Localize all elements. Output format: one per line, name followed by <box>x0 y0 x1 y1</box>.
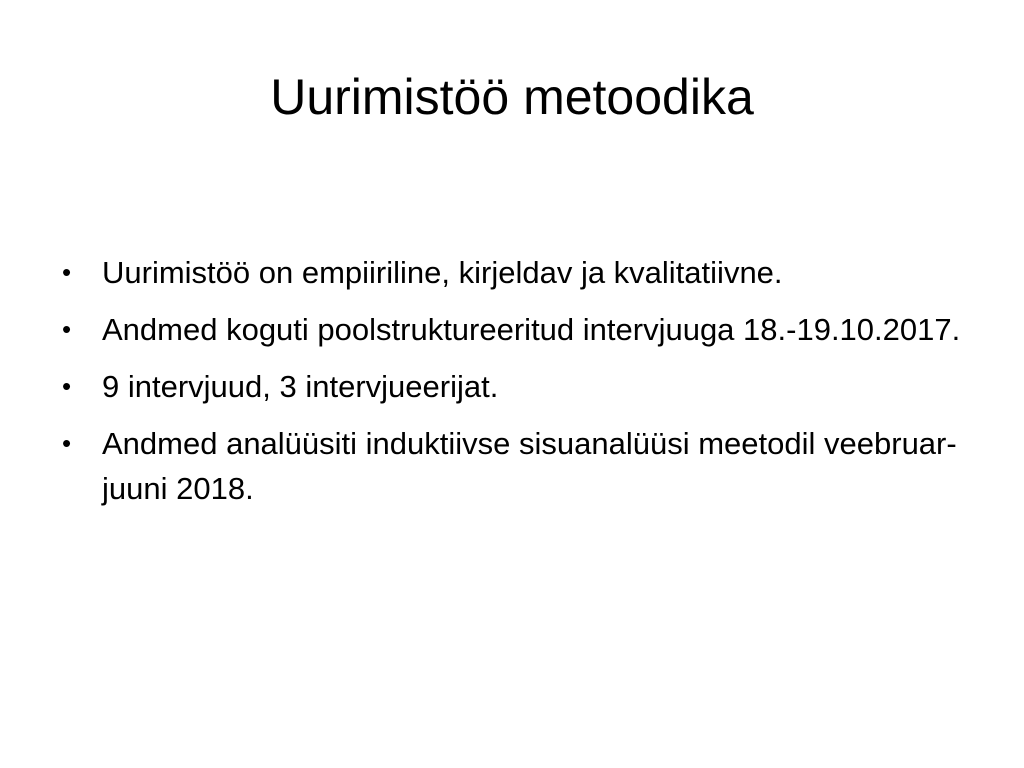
bullet-item <box>62 364 962 409</box>
bullet-text: 9 intervjuud, 3 intervjueerijat. <box>102 369 499 404</box>
bullet-text: Uurimistöö on empiiriline, kirjeldav ja kvalitatiivne. <box>102 255 783 290</box>
bullet-icon: • <box>62 371 72 401</box>
bullet-text: Andmed koguti poolstruktureeritud intervjuuga 18.-19.10.2017. <box>102 312 961 347</box>
bullet-item <box>62 421 962 511</box>
bullet-item <box>62 250 962 295</box>
bullet-icon: • <box>62 257 72 287</box>
bullet-icon: • <box>62 314 72 344</box>
slide-title: Uurimistöö metoodika <box>270 69 754 125</box>
bullet-icon: • <box>62 428 72 458</box>
bullet-item <box>62 307 962 352</box>
bullet-text: Andmed analüüsiti induktiivse sisuanalüüsi meetodil veebruar-juuni 2018. <box>102 426 957 506</box>
bullet-list <box>62 250 962 523</box>
